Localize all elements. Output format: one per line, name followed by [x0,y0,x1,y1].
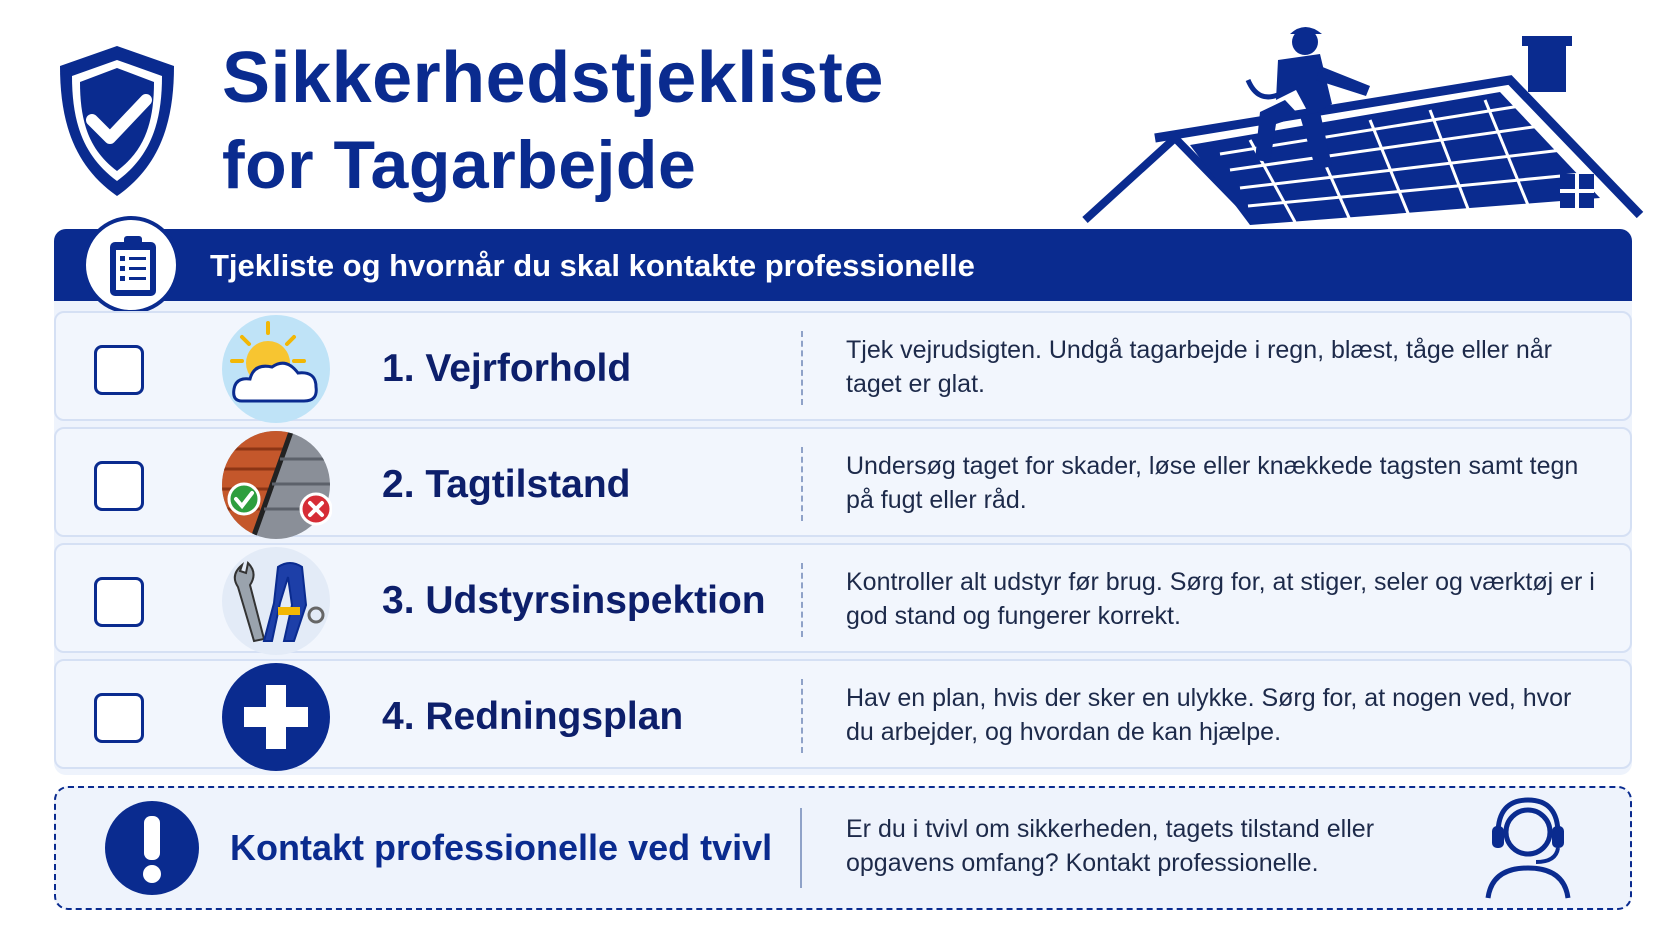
checklist-item-description: Tjek vejrudsigten. Undgå tagarbejde i regn, blæst, tåge eller når taget er glat. [846,336,1552,398]
checklist-heading: Tjekliste og hvornår du skal kontakte professionelle [210,248,975,283]
wrench-harness-icon [220,545,332,657]
roof-condition-icon [220,429,332,541]
contact-title: Kontakt professionelle ved tvivl [230,827,773,868]
checkbox-rescue-plan[interactable] [94,693,144,743]
row-divider [801,679,803,753]
checklist-item-equipment [54,543,1632,653]
checklist-item-roof-condition [54,427,1632,537]
clipboard-icon [82,216,180,314]
contact-description: Er du i tvivl om sikkerheden, tagets tilstand eller opgavens omfang? Kontakt professionelle. [846,815,1375,877]
checklist-item-title: 3. Udstyrsinspektion [382,579,766,622]
exclamation-icon [104,800,200,896]
page-title-line1: Sikkerhedstjekliste [222,38,884,118]
roof-worker-illustration [1080,20,1660,225]
row-divider [801,331,803,405]
page-title-line2: for Tagarbejde [222,127,697,203]
checkbox-roof-condition[interactable] [94,461,144,511]
sun-cloud-icon [220,313,332,425]
checklist-item-title: 4. Redningsplan [382,695,684,738]
row-divider [801,563,803,637]
shield-check-icon [52,42,182,200]
checkbox-equipment[interactable] [94,577,144,627]
checklist-item-description: Undersøg taget for skader, løse eller knækkede tagsten samt tegn på fugt eller råd. [846,452,1579,514]
contact-divider [800,808,802,888]
checklist-item-title: 2. Tagtilstand [382,463,631,506]
first-aid-cross-icon [220,661,332,773]
checklist-item-title: 1. Vejrforhold [382,347,632,390]
row-divider [801,447,803,521]
checklist-item-weather [54,311,1632,421]
checkbox-weather[interactable] [94,345,144,395]
checklist-item-description: Hav en plan, hvis der sker en ulykke. Sørg for, at nogen ved, hvor du arbejder, og hvordan de kan hjælpe. [846,684,1572,746]
headset-icon [1480,792,1576,902]
checklist-item-description: Kontroller alt udstyr før brug. Sørg for, at stiger, seler og værktøj er i god stand og fungerer korrekt. [846,568,1595,630]
checklist-item-rescue-plan [54,659,1632,769]
